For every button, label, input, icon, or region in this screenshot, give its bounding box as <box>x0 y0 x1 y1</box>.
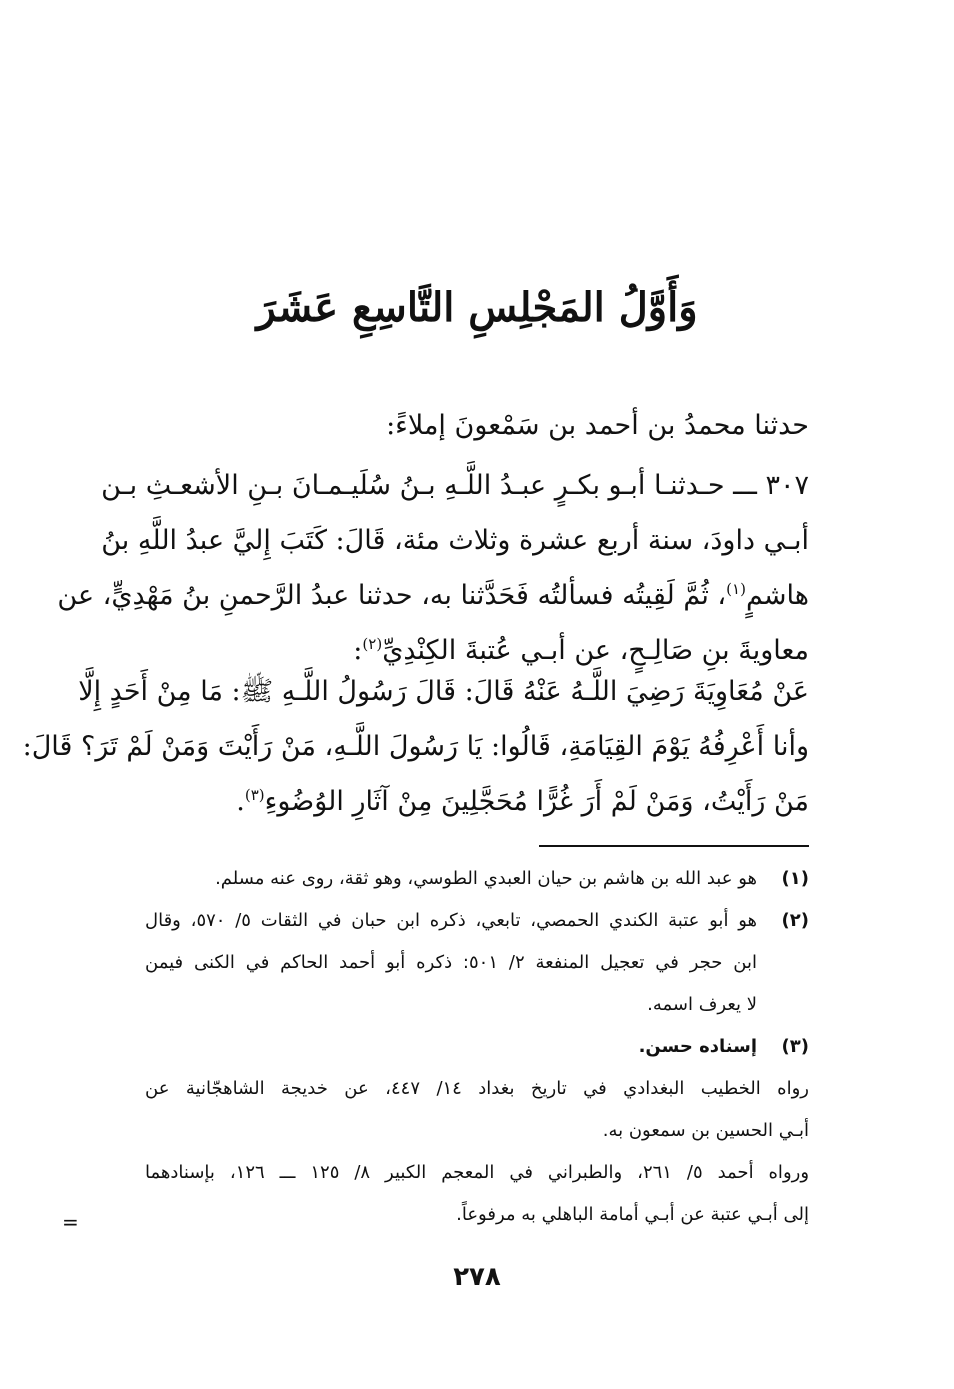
footnote-1 <box>145 858 809 900</box>
footnotes <box>145 858 809 1236</box>
intro-text: حدثنا محمدُ بن أحمد بن سَمْعونَ إملاءً: <box>386 410 809 441</box>
isnad-paragraph <box>57 458 809 678</box>
footnote-ref-3[interactable]: (٣) <box>244 786 265 804</box>
footnote-2-line-3: لا يعرف اسمه. <box>647 994 757 1015</box>
isnad-line-3-end: ، ثُمَّ لَقِيتُه فسألتُه فَحَدَّثنا به، حدثنا عبدُ الرَّحمنِ بنُ مَهْدِيٍّ، عن <box>57 580 727 611</box>
footnote-1-number: (١) <box>781 868 809 889</box>
intro-line <box>145 398 809 453</box>
isnad-line-2: أبـي داودَ، سنة أربع عشرة وثلاث مئة، قَالَ: كَتَبَ إِليَّ عبدُ اللَّهِ بنُ <box>101 525 809 556</box>
chapter-title: وَأَوَّلُ المَجْلِسِ التَّاسِعِ عَشَرَ <box>256 284 698 331</box>
footnote-3-line-5: إلى أبـي عتبة عن أبـي أمامة الباهلي به مرفوعاً. <box>456 1204 809 1225</box>
footnote-3-line-4: ورواه أحمد ٥/ ٢٦١، والطبراني في المعجم الكبير ٨/ ١٢٥ ـــ ١٢٦، بإسنادهما <box>145 1162 810 1183</box>
isnad-line-4-start: معاويةَ بنِ صَالِـحٍ، عن أبـي عُتبةَ الكِنْدِيِّ <box>382 635 809 666</box>
isnad-line-3-start: هاشمٍ <box>745 580 809 611</box>
footnote-3-continued <box>145 1068 809 1236</box>
footnote-2-line-1: هو أبو عتبة الكندي الحمصي، تابعي، ذكره ابن حبان في الثقات ٥/ ٥٧٠، وقال <box>145 910 757 931</box>
footnote-ref-2[interactable]: (٢) <box>362 635 383 653</box>
footnote-2-number: (٢) <box>781 910 809 931</box>
footnote-3 <box>145 1026 809 1068</box>
hadith-text <box>22 664 809 829</box>
page-number: ٢٧٨ <box>453 1262 501 1292</box>
isnad-line-4-end: : <box>353 635 363 666</box>
footnote-ref-1[interactable]: (١) <box>726 580 746 598</box>
hadith-line-3-end: . <box>236 786 245 817</box>
continuation-mark: = <box>62 1210 79 1234</box>
isnad-line-3 <box>57 568 809 623</box>
footnote-2-line-2: ابن حجر في تعجيل المنفعة ٢/ ٥٠١: ذكره أبو أحمد الحاكم في الكنى فيمن <box>145 952 757 973</box>
hadith-line-2: وأنا أَعْرِفُهُ يَوْمَ القِيَامَةِ، قَالُوا: يَا رَسُولَ اللَّـهِ، مَنْ رَأَيْتَ وَمَنْ لَمْ تَرَ؟ قَالَ: <box>22 731 809 762</box>
hadith-line-3-start: مَنْ رَأَيْتُ، وَمَنْ لَمْ أَرَ غُرًّا مُحَجَّلِينَ مِنْ آثَارِ الوُضُوءِ <box>264 786 809 817</box>
hadith-line-3 <box>145 774 809 829</box>
hadith-line-1: عَنْ مُعَاوِيَةَ رَضِيَ اللَّـهُ عَنْهُ قَالَ: قَالَ رَسُولُ اللَّـهِ ﷺ: مَا مِنْ أَحَدٍ إِلَّا <box>78 676 809 707</box>
footnote-1-line-1: هو عبد الله بن هاشم بن حيان العبدي الطوسي، وهو ثقة، روى عنه مسلم. <box>215 868 757 889</box>
footnote-divider <box>539 845 809 847</box>
footnote-3-line-2: رواه الخطيب البغدادي في تاريخ بغداد ١٤/ ٤٤٧، عن خديجة الشاهجّانية عن <box>145 1078 809 1099</box>
footnote-3-line-3: أبـي الحسين بن سمعون به. <box>602 1120 809 1141</box>
footnote-2 <box>145 900 809 1026</box>
isnad-line-1: ٣٠٧ ـــ حـدثنـا أبـو بكـرٍ عبـدُ اللَّـهِ بـنُ سُلَيـمـانَ بـنِ الأشعـثِ بـن <box>101 470 809 501</box>
footnote-3-line-1: إسناده حسن. <box>638 1036 757 1057</box>
footnote-3-number: (٣) <box>781 1036 809 1057</box>
